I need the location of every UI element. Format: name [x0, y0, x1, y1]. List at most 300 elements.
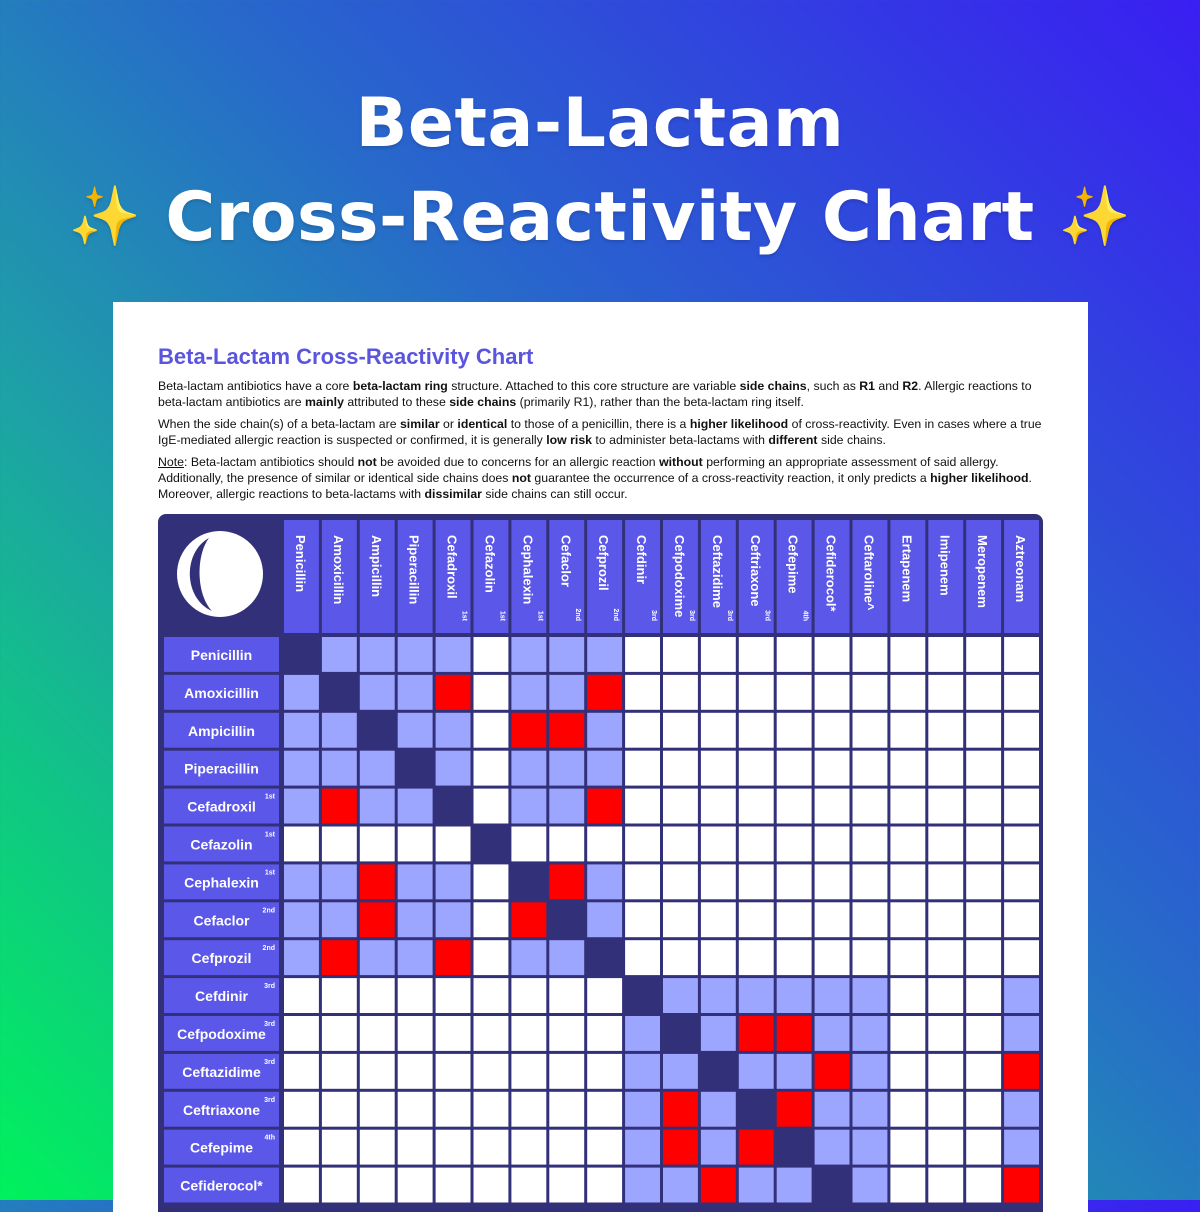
matrix-cell	[701, 940, 736, 975]
matrix-cell	[625, 827, 660, 862]
matrix-cell	[284, 902, 319, 937]
paragraph-run: : Beta-lactam antibiotics should	[183, 455, 358, 469]
matrix-cell	[815, 1016, 850, 1051]
matrix-cell	[360, 1130, 395, 1165]
matrix-cell	[284, 1092, 319, 1127]
matrix-cell	[511, 902, 546, 937]
matrix-cell	[360, 902, 395, 937]
matrix-cell	[853, 637, 888, 672]
paragraph-run: structure. Attached to this core structure are variable	[447, 379, 740, 393]
matrix-cell	[587, 713, 622, 748]
matrix-cell	[360, 1168, 395, 1203]
matrix-cell	[663, 864, 698, 899]
matrix-cell	[966, 789, 1001, 824]
column-header-label: Ceftriaxone	[747, 535, 763, 607]
matrix-cell	[701, 827, 736, 862]
matrix-cell	[701, 789, 736, 824]
matrix-cell	[928, 789, 963, 824]
sparkle-right-icon: ✨	[1058, 182, 1132, 250]
matrix-cell	[777, 1016, 812, 1051]
matrix-cell	[928, 902, 963, 937]
matrix-cell	[549, 1168, 584, 1203]
paragraph-run: not	[357, 455, 377, 469]
matrix-cell	[549, 1054, 584, 1089]
matrix-cell	[322, 789, 357, 824]
matrix-cell	[284, 864, 319, 899]
matrix-cell	[284, 713, 319, 748]
row-generation-label: 1st	[264, 793, 275, 801]
matrix-cell	[511, 864, 546, 899]
row-header-label: Cefpodoxime	[177, 1025, 266, 1042]
matrix-cell	[322, 637, 357, 672]
matrix-cell	[853, 864, 888, 899]
matrix-cell	[663, 1130, 698, 1165]
row-generation-label: 3rd	[264, 1021, 275, 1028]
column-header-label: Cephalexin	[520, 535, 536, 605]
matrix-cell	[815, 1092, 850, 1127]
matrix-cell	[436, 1130, 471, 1165]
column-header-label: Cefpodoxime	[671, 535, 687, 618]
matrix-cell	[436, 713, 471, 748]
paragraph-run: dissimilar	[424, 487, 482, 501]
matrix-cell	[398, 751, 433, 786]
matrix-cell	[739, 827, 774, 862]
matrix-cell	[966, 713, 1001, 748]
matrix-cell	[398, 789, 433, 824]
matrix-cell	[549, 637, 584, 672]
matrix-cell	[739, 1168, 774, 1203]
matrix-cell	[1004, 978, 1039, 1013]
matrix-cell	[511, 940, 546, 975]
matrix-cell	[928, 827, 963, 862]
matrix-cell	[549, 864, 584, 899]
matrix-cell	[322, 1130, 357, 1165]
matrix-cell	[284, 675, 319, 710]
matrix-cell	[284, 1054, 319, 1089]
matrix-cell	[474, 1054, 509, 1089]
matrix-cell	[398, 940, 433, 975]
matrix-cell	[701, 1054, 736, 1089]
matrix-cell	[511, 1168, 546, 1203]
matrix-cell	[928, 675, 963, 710]
headline-line-1: Beta-Lactam	[355, 84, 845, 163]
matrix-cell	[436, 978, 471, 1013]
matrix-cell	[663, 978, 698, 1013]
matrix-cell	[398, 827, 433, 862]
matrix-cell	[815, 751, 850, 786]
matrix-cell	[1004, 1168, 1039, 1203]
column-header-label: Ampicillin	[368, 535, 384, 598]
matrix-cell	[1004, 751, 1039, 786]
matrix-cell	[815, 940, 850, 975]
matrix-cell	[474, 1130, 509, 1165]
paragraph-run: identical	[457, 417, 508, 431]
matrix-cell	[398, 637, 433, 672]
matrix-cell	[549, 827, 584, 862]
matrix-cell	[474, 902, 509, 937]
row-header-label: Cefaclor	[193, 912, 250, 929]
row-header-label: Cefazolin	[190, 836, 253, 853]
matrix-cell	[549, 675, 584, 710]
matrix-cell	[928, 1092, 963, 1127]
matrix-cell	[701, 1092, 736, 1127]
matrix-cell	[890, 940, 925, 975]
matrix-cell	[966, 1130, 1001, 1165]
matrix-cell	[587, 1016, 622, 1051]
paragraph-run: or	[439, 417, 458, 431]
matrix-cell	[928, 751, 963, 786]
matrix-cell	[474, 864, 509, 899]
column-generation-label: 1st	[498, 610, 506, 621]
matrix-cell	[777, 1092, 812, 1127]
matrix-cell	[322, 864, 357, 899]
matrix-cell	[966, 864, 1001, 899]
row-header-label: Cefadroxil	[187, 798, 256, 815]
matrix-cell	[890, 637, 925, 672]
column-header-label: Penicillin	[292, 535, 308, 593]
matrix-cell	[284, 751, 319, 786]
matrix-cell	[587, 940, 622, 975]
paragraph-run: side chains.	[817, 433, 886, 447]
matrix-cell	[928, 1054, 963, 1089]
matrix-cell	[511, 751, 546, 786]
paragraph-run: guarantee the occurrence of a cross-reactivity reaction, it only predicts a	[530, 471, 931, 485]
paragraph-run: attributed to these	[343, 395, 450, 409]
matrix-cell	[815, 864, 850, 899]
row-header-label: Cefiderocol*	[180, 1177, 263, 1194]
matrix-cell	[625, 1168, 660, 1203]
matrix-cell	[549, 1016, 584, 1051]
matrix-cell	[853, 751, 888, 786]
matrix-cell	[474, 713, 509, 748]
matrix-cell	[701, 1016, 736, 1051]
matrix-cell	[322, 1016, 357, 1051]
matrix-cell	[511, 675, 546, 710]
column-header-label: Ertapenem	[899, 535, 915, 603]
matrix-cell	[739, 713, 774, 748]
matrix-cell	[663, 1092, 698, 1127]
matrix-cell	[587, 1054, 622, 1089]
matrix-cell	[1004, 902, 1039, 937]
matrix-cell	[436, 902, 471, 937]
matrix-cell	[853, 675, 888, 710]
paragraph-run: and	[875, 379, 903, 393]
matrix-cell	[360, 940, 395, 975]
row-header-label: Cefdinir	[195, 988, 248, 1005]
matrix-cell	[474, 1092, 509, 1127]
matrix-cell	[1004, 1092, 1039, 1127]
matrix-cell	[777, 637, 812, 672]
matrix-cell	[511, 1092, 546, 1127]
matrix-cell	[739, 789, 774, 824]
cross-reactivity-matrix	[113, 302, 1088, 1212]
matrix-cell	[549, 751, 584, 786]
matrix-cell	[474, 940, 509, 975]
matrix-cell	[777, 827, 812, 862]
matrix-cell	[360, 751, 395, 786]
matrix-cell	[436, 751, 471, 786]
matrix-cell	[966, 1054, 1001, 1089]
paragraph-run: Beta-lactam antibiotics have a core	[158, 379, 353, 393]
matrix-cell	[360, 675, 395, 710]
column-header-label: Cefprozil	[596, 535, 612, 591]
matrix-cell	[360, 864, 395, 899]
matrix-cell	[853, 1092, 888, 1127]
matrix-cell	[436, 1168, 471, 1203]
matrix-cell	[436, 1092, 471, 1127]
matrix-cell	[360, 1016, 395, 1051]
matrix-cell	[436, 940, 471, 975]
matrix-cell	[398, 1092, 433, 1127]
matrix-cell	[625, 751, 660, 786]
paragraph-run: without	[659, 455, 703, 469]
column-header-label: Ceftazidime	[709, 535, 725, 608]
paragraph-run: to administer beta-lactams with	[592, 433, 769, 447]
matrix-cell	[853, 1016, 888, 1051]
matrix-cell	[815, 675, 850, 710]
paragraph-run: higher likelihood	[930, 471, 1029, 485]
matrix-cell	[474, 1168, 509, 1203]
matrix-cell	[322, 978, 357, 1013]
matrix-cell	[663, 713, 698, 748]
matrix-cell	[284, 940, 319, 975]
row-generation-label: 4th	[264, 1134, 275, 1142]
matrix-cell	[398, 675, 433, 710]
matrix-cell	[625, 978, 660, 1013]
paragraph-run: When the side chain(s) of a beta-lactam are	[158, 417, 400, 431]
matrix-cell	[587, 902, 622, 937]
column-generation-label: 1st	[460, 610, 468, 621]
paragraph-run: side chains	[739, 379, 807, 393]
row-header-label: Penicillin	[190, 646, 253, 663]
matrix-cell	[928, 1168, 963, 1203]
card-title: Beta-Lactam Cross-Reactivity Chart	[158, 344, 534, 369]
paragraph-run: (primarily R1), rather than the beta-lactam ring itself.	[516, 395, 804, 409]
matrix-cell	[966, 637, 1001, 672]
matrix-cell	[663, 1168, 698, 1203]
matrix-cell	[815, 637, 850, 672]
paragraph-run: performing an appropriate assessment of said allergy. Additionally, the presence of similar or identical side chains does	[158, 455, 999, 485]
matrix-cell	[966, 902, 1001, 937]
paragraph-run: mainly	[304, 395, 344, 409]
matrix-cell	[474, 789, 509, 824]
matrix-cell	[815, 713, 850, 748]
matrix-cell	[663, 827, 698, 862]
column-header-label: Cefdinir	[634, 535, 650, 585]
matrix-cell	[474, 675, 509, 710]
matrix-cell	[398, 864, 433, 899]
matrix-cell	[436, 1054, 471, 1089]
matrix-cell	[625, 864, 660, 899]
matrix-cell	[587, 789, 622, 824]
matrix-cell	[966, 1016, 1001, 1051]
matrix-cell	[398, 902, 433, 937]
matrix-cell	[322, 713, 357, 748]
matrix-cell	[739, 1054, 774, 1089]
matrix-cell	[815, 1168, 850, 1203]
row-generation-label: 2nd	[262, 945, 275, 953]
paragraph-run: similar	[399, 417, 440, 431]
matrix-cell	[853, 827, 888, 862]
matrix-cell	[511, 1016, 546, 1051]
paragraph-run: low risk	[546, 433, 593, 447]
matrix-cell	[322, 675, 357, 710]
matrix-cell	[587, 827, 622, 862]
matrix-cell	[890, 827, 925, 862]
matrix-cell	[1004, 864, 1039, 899]
matrix-cell	[1004, 1016, 1039, 1051]
matrix-cell	[928, 864, 963, 899]
paragraph-run: R1	[859, 379, 876, 393]
matrix-cell	[322, 751, 357, 786]
matrix-cell	[853, 1130, 888, 1165]
row-generation-label: 2nd	[262, 907, 275, 915]
matrix-cell	[663, 675, 698, 710]
matrix-cell	[549, 1130, 584, 1165]
paragraph-run: different	[768, 433, 818, 447]
matrix-cell	[853, 940, 888, 975]
matrix-cell	[701, 713, 736, 748]
matrix-cell	[777, 902, 812, 937]
row-generation-label: 3rd	[264, 1058, 275, 1066]
matrix-cell	[360, 1092, 395, 1127]
matrix-cell	[663, 940, 698, 975]
matrix-cell	[360, 1054, 395, 1089]
matrix-cell	[1004, 1054, 1039, 1089]
matrix-cell	[1004, 1130, 1039, 1165]
matrix-cell	[474, 751, 509, 786]
paragraph-run: . Allergic reactions to beta-lactam antibiotics are	[158, 379, 1032, 409]
matrix-cell	[587, 978, 622, 1013]
matrix-cell	[436, 675, 471, 710]
matrix-cell	[777, 675, 812, 710]
matrix-cell	[853, 713, 888, 748]
matrix-cell	[890, 1016, 925, 1051]
matrix-cell	[1004, 713, 1039, 748]
matrix-cell	[436, 789, 471, 824]
matrix-cell	[663, 1016, 698, 1051]
matrix-cell	[853, 978, 888, 1013]
matrix-cell	[701, 1130, 736, 1165]
matrix-cell	[625, 675, 660, 710]
matrix-cell	[398, 1016, 433, 1051]
matrix-cell	[322, 940, 357, 975]
column-header-label: Amoxicillin	[330, 535, 346, 605]
headline-line-2-text: Cross-Reactivity Chart	[165, 178, 1035, 257]
paragraph-run: . Moreover, allergic reactions to beta-lactams with	[158, 471, 1032, 501]
column-generation-label: 2nd	[574, 608, 582, 621]
matrix-cell	[474, 978, 509, 1013]
matrix-cell	[587, 1168, 622, 1203]
matrix-cell	[284, 637, 319, 672]
column-header-label: Meropenem	[975, 535, 991, 608]
matrix-cell	[701, 902, 736, 937]
row-generation-label: 1st	[264, 869, 275, 877]
matrix-cell	[739, 1092, 774, 1127]
paragraph-run: higher likelihood	[689, 417, 789, 431]
matrix-cell	[701, 864, 736, 899]
matrix-cell	[815, 789, 850, 824]
column-header-label: Cefadroxil	[444, 535, 460, 599]
matrix-cell	[587, 1092, 622, 1127]
matrix-cell	[284, 978, 319, 1013]
matrix-cell	[625, 902, 660, 937]
matrix-cell	[284, 1016, 319, 1051]
matrix-cell	[625, 940, 660, 975]
matrix-cell	[701, 1168, 736, 1203]
matrix-cell	[663, 902, 698, 937]
matrix-cell	[1004, 789, 1039, 824]
matrix-cell	[739, 902, 774, 937]
matrix-cell	[815, 1054, 850, 1089]
matrix-cell	[436, 1016, 471, 1051]
headline-line-2	[0, 178, 1200, 257]
row-header-label: Ceftriaxone	[182, 1101, 261, 1118]
matrix-cell	[928, 713, 963, 748]
column-header-label: Cefiderocol*	[823, 535, 839, 612]
column-generation-label: 3rd	[725, 610, 733, 621]
matrix-cell	[815, 827, 850, 862]
matrix-cell	[966, 1092, 1001, 1127]
matrix-cell	[284, 789, 319, 824]
matrix-cell	[928, 940, 963, 975]
matrix-cell	[739, 637, 774, 672]
matrix-cell	[398, 978, 433, 1013]
matrix-cell	[549, 1092, 584, 1127]
row-header-label: Cefprozil	[191, 950, 252, 967]
matrix-cell	[360, 827, 395, 862]
matrix-cell	[663, 751, 698, 786]
matrix-cell	[360, 713, 395, 748]
paragraph-run: not	[511, 471, 531, 485]
matrix-cell	[739, 940, 774, 975]
paragraph-run: to those of a penicillin, there is a	[507, 417, 690, 431]
matrix-cell	[549, 978, 584, 1013]
row-header-label: Ampicillin	[188, 722, 255, 739]
matrix-cell	[360, 637, 395, 672]
matrix-cell	[398, 713, 433, 748]
column-header-label: Piperacillin	[406, 535, 422, 605]
paragraph-run: , such as	[806, 379, 860, 393]
paragraph-run: Note	[158, 455, 184, 469]
matrix-cell	[587, 864, 622, 899]
column-header-label: Aztreonam	[1013, 535, 1029, 603]
matrix-cell	[928, 1130, 963, 1165]
matrix-cell	[739, 978, 774, 1013]
row-header-label: Cefepime	[189, 1139, 254, 1156]
matrix-cell	[777, 1054, 812, 1089]
matrix-cell	[701, 751, 736, 786]
matrix-cell	[890, 675, 925, 710]
paragraph-run: beta-lactam ring	[352, 379, 448, 393]
matrix-cell	[360, 978, 395, 1013]
matrix-cell	[511, 789, 546, 824]
matrix-cell	[663, 1054, 698, 1089]
matrix-cell	[549, 789, 584, 824]
matrix-cell	[966, 675, 1001, 710]
paragraph-run: of cross-reactivity. Even in cases where a true IgE-mediated allergic reaction is suspected or confirmed, it is generally	[158, 417, 1042, 447]
matrix-cell	[890, 751, 925, 786]
matrix-cell	[777, 978, 812, 1013]
matrix-cell	[739, 751, 774, 786]
matrix-cell	[928, 978, 963, 1013]
row-header-label: Amoxicillin	[184, 684, 259, 701]
matrix-cell	[739, 864, 774, 899]
matrix-cell	[928, 637, 963, 672]
sparkle-left-icon: ✨	[68, 182, 142, 250]
matrix-cell	[398, 1130, 433, 1165]
matrix-cell	[587, 751, 622, 786]
